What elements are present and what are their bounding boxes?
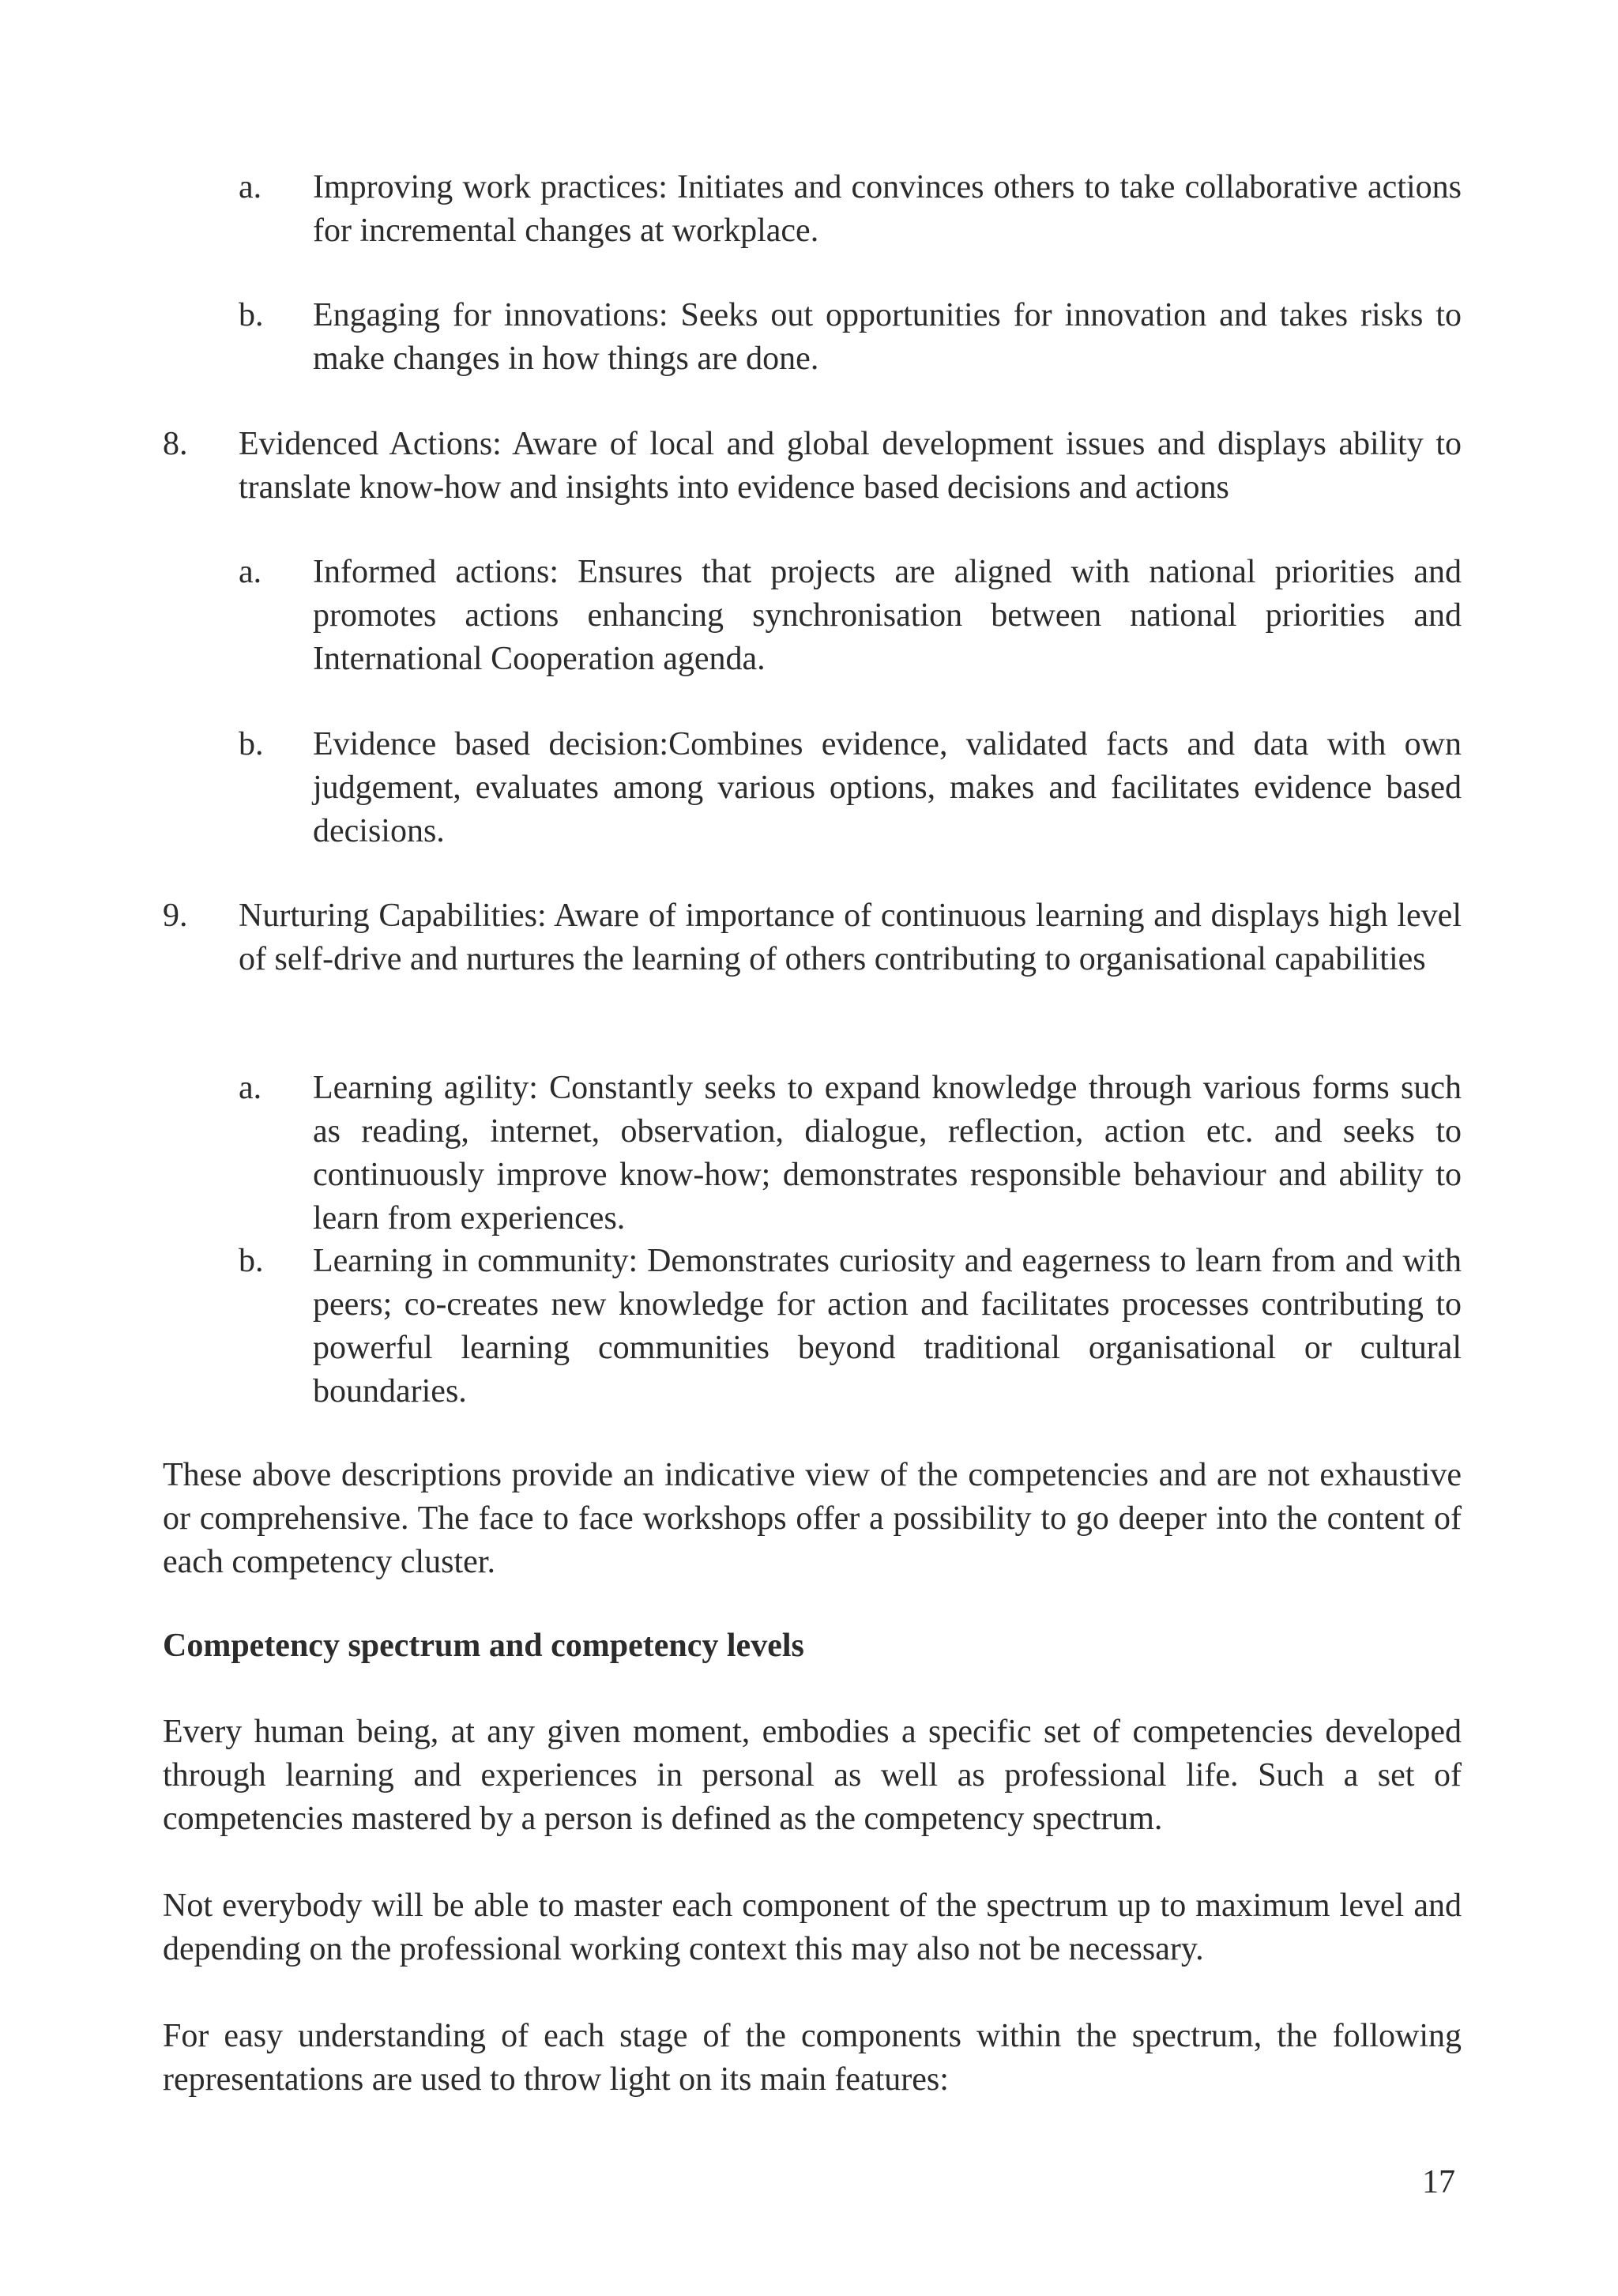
- list-marker: 9.: [163, 898, 188, 934]
- page-number: 17: [1422, 2164, 1455, 2200]
- list-item-text: Evidenced Actions: Aware of local and global development issues and displays ability to translate know-how and insights into evidence based decisions and actions: [239, 426, 1462, 506]
- section-paragraph: Not everybody will be able to master each component of the spectrum up to maximum level and depending on the professional working context this may also not be necessary.: [163, 1888, 1462, 1967]
- list-item-text: Learning agility: Constantly seeks to expand knowledge through various forms such as reading, internet, observation, dialogue, reflection, action etc. and seeks to continuously improve know-how; demonstrates responsible behaviour and ability to learn from experiences.: [313, 1070, 1462, 1236]
- list-marker: a.: [239, 169, 262, 205]
- list-marker: b.: [239, 726, 264, 762]
- list-marker: b.: [239, 1243, 264, 1279]
- list-marker: a.: [239, 1070, 262, 1106]
- list-item-text: Learning in community: Demonstrates curiosity and eagerness to learn from and with peers; co-creates new knowledge for action and facilitates processes contributing to powerful learning communities beyond traditional organisational or cultural boundaries.: [313, 1243, 1462, 1410]
- list-item-text: Evidence based decision:Combines evidence, validated facts and data with own judgement, evaluates among various options, makes and facilitates evidence based decisions.: [313, 726, 1462, 849]
- list-item-text: Engaging for innovations: Seeks out opportunities for innovation and takes risks to make changes in how things are done.: [313, 297, 1462, 377]
- closing-paragraph: These above descriptions provide an indicative view of the competencies and are not exhaustive or comprehensive. The face to face workshops offer a possibility to go deeper into the content of each competency cluster.: [163, 1457, 1462, 1580]
- list-item-text: Informed actions: Ensures that projects are aligned with national priorities and promotes actions enhancing synchronisation between national priorities and International Cooperation agenda.: [313, 554, 1462, 677]
- list-item-text: Improving work practices: Initiates and convinces others to take collaborative actions for incremental changes at workplace.: [313, 169, 1462, 249]
- list-item-text: Nurturing Capabilities: Aware of importance of continuous learning and displays high level of self-drive and nurtures the learning of others contributing to organisational capabilities: [239, 898, 1462, 977]
- list-marker: a.: [239, 554, 262, 590]
- section-paragraph: Every human being, at any given moment, embodies a specific set of competencies developed through learning and experiences in personal as well as professional life. Such a set of competencies mastered by a person is defined as the competency spectrum.: [163, 1714, 1462, 1837]
- list-marker: 8.: [163, 426, 188, 462]
- section-paragraph: For easy understanding of each stage of the components within the spectrum, the following representations are used to throw light on its main features:: [163, 2018, 1462, 2098]
- section-heading: Competency spectrum and competency levels: [163, 1628, 804, 1664]
- list-marker: b.: [239, 297, 264, 333]
